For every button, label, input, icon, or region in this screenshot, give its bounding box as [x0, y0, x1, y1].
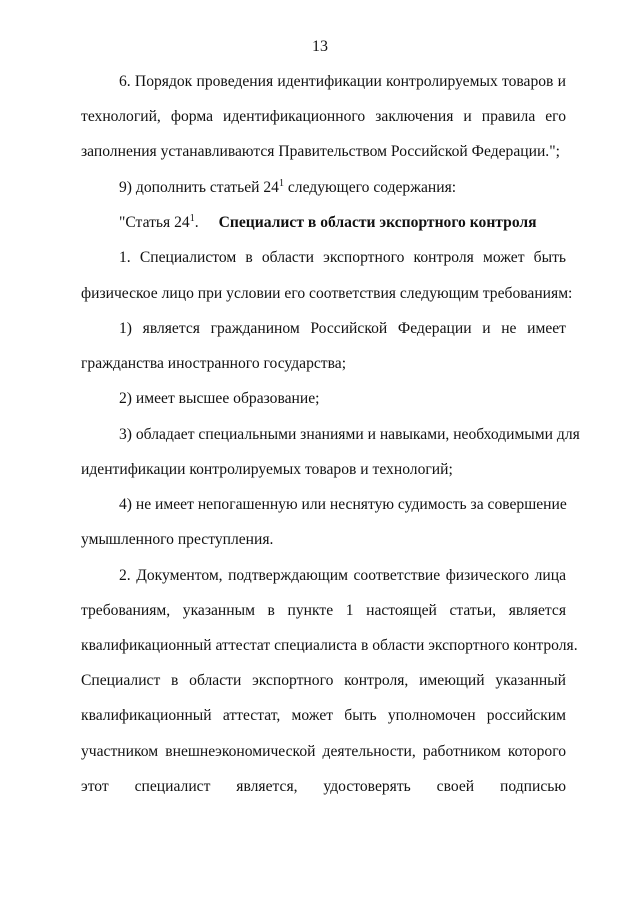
article-number-before: "Статья 24 — [119, 214, 190, 231]
article-title: Специалист в области экспортного контроля — [218, 214, 537, 231]
clause-2-line-6: участником внешнеэкономической деятельности, работником которого — [81, 743, 566, 760]
requirement-4-line-1: 4) не имеет непогашенную или неснятую судимость за совершение — [119, 496, 567, 513]
clause-2-line-4: Специалист в области экспортного контроля, имеющий указанный — [81, 672, 566, 689]
requirement-2-line: 2) имеет высшее образование; — [119, 390, 320, 407]
superscript: 1 — [278, 178, 284, 189]
clause-2-line-1: 2. Документом, подтверждающим соответствие физического лица — [119, 567, 566, 584]
clause-2-line-3: квалификационный аттестат специалиста в области экспортного контроля. — [81, 637, 578, 654]
requirement-1-line-2: гражданства иностранного государства; — [81, 355, 347, 372]
requirement-1-line-1: 1) является гражданином Российской Федерации и не имеет — [119, 320, 566, 337]
item-9-line — [119, 178, 566, 198]
paragraph-6-line-3: заполнения устанавливаются Правительством Российской Федерации."; — [81, 143, 560, 160]
clause-1-line-2: физическое лицо при условии его соответствия следующим требованиям: — [81, 285, 573, 302]
article-heading — [119, 213, 566, 233]
requirement-3-line-1: 3) обладает специальными знаниями и навыками, необходимыми для — [119, 426, 580, 443]
clause-2-line-5: квалификационный аттестат, может быть уполномочен российским — [81, 707, 566, 724]
paragraph-6-line-2: технологий, форма идентификационного заключения и правила его — [81, 108, 566, 125]
article-number-after: . — [194, 214, 199, 231]
requirement-3-line-2: идентификации контролируемых товаров и технологий; — [81, 461, 453, 478]
superscript: 1 — [189, 213, 195, 224]
clause-1-line-1: 1. Специалистом в области экспортного контроля может быть — [119, 249, 566, 266]
item-9-text-before: 9) дополнить статьей 24 — [119, 179, 279, 196]
item-9-text-after: следующего содержания: — [283, 179, 457, 196]
page-number: 13 — [312, 38, 328, 55]
clause-2-line-2: требованиям, указанным в пункте 1 настоящей статьи, является — [81, 602, 566, 619]
paragraph-6-line-1: 6. Порядок проведения идентификации контролируемых товаров и — [119, 73, 566, 90]
requirement-4-line-2: умышленного преступления. — [81, 531, 274, 548]
clause-2-line-7: этот специалист является, удостоверять своей подписью — [81, 778, 566, 795]
